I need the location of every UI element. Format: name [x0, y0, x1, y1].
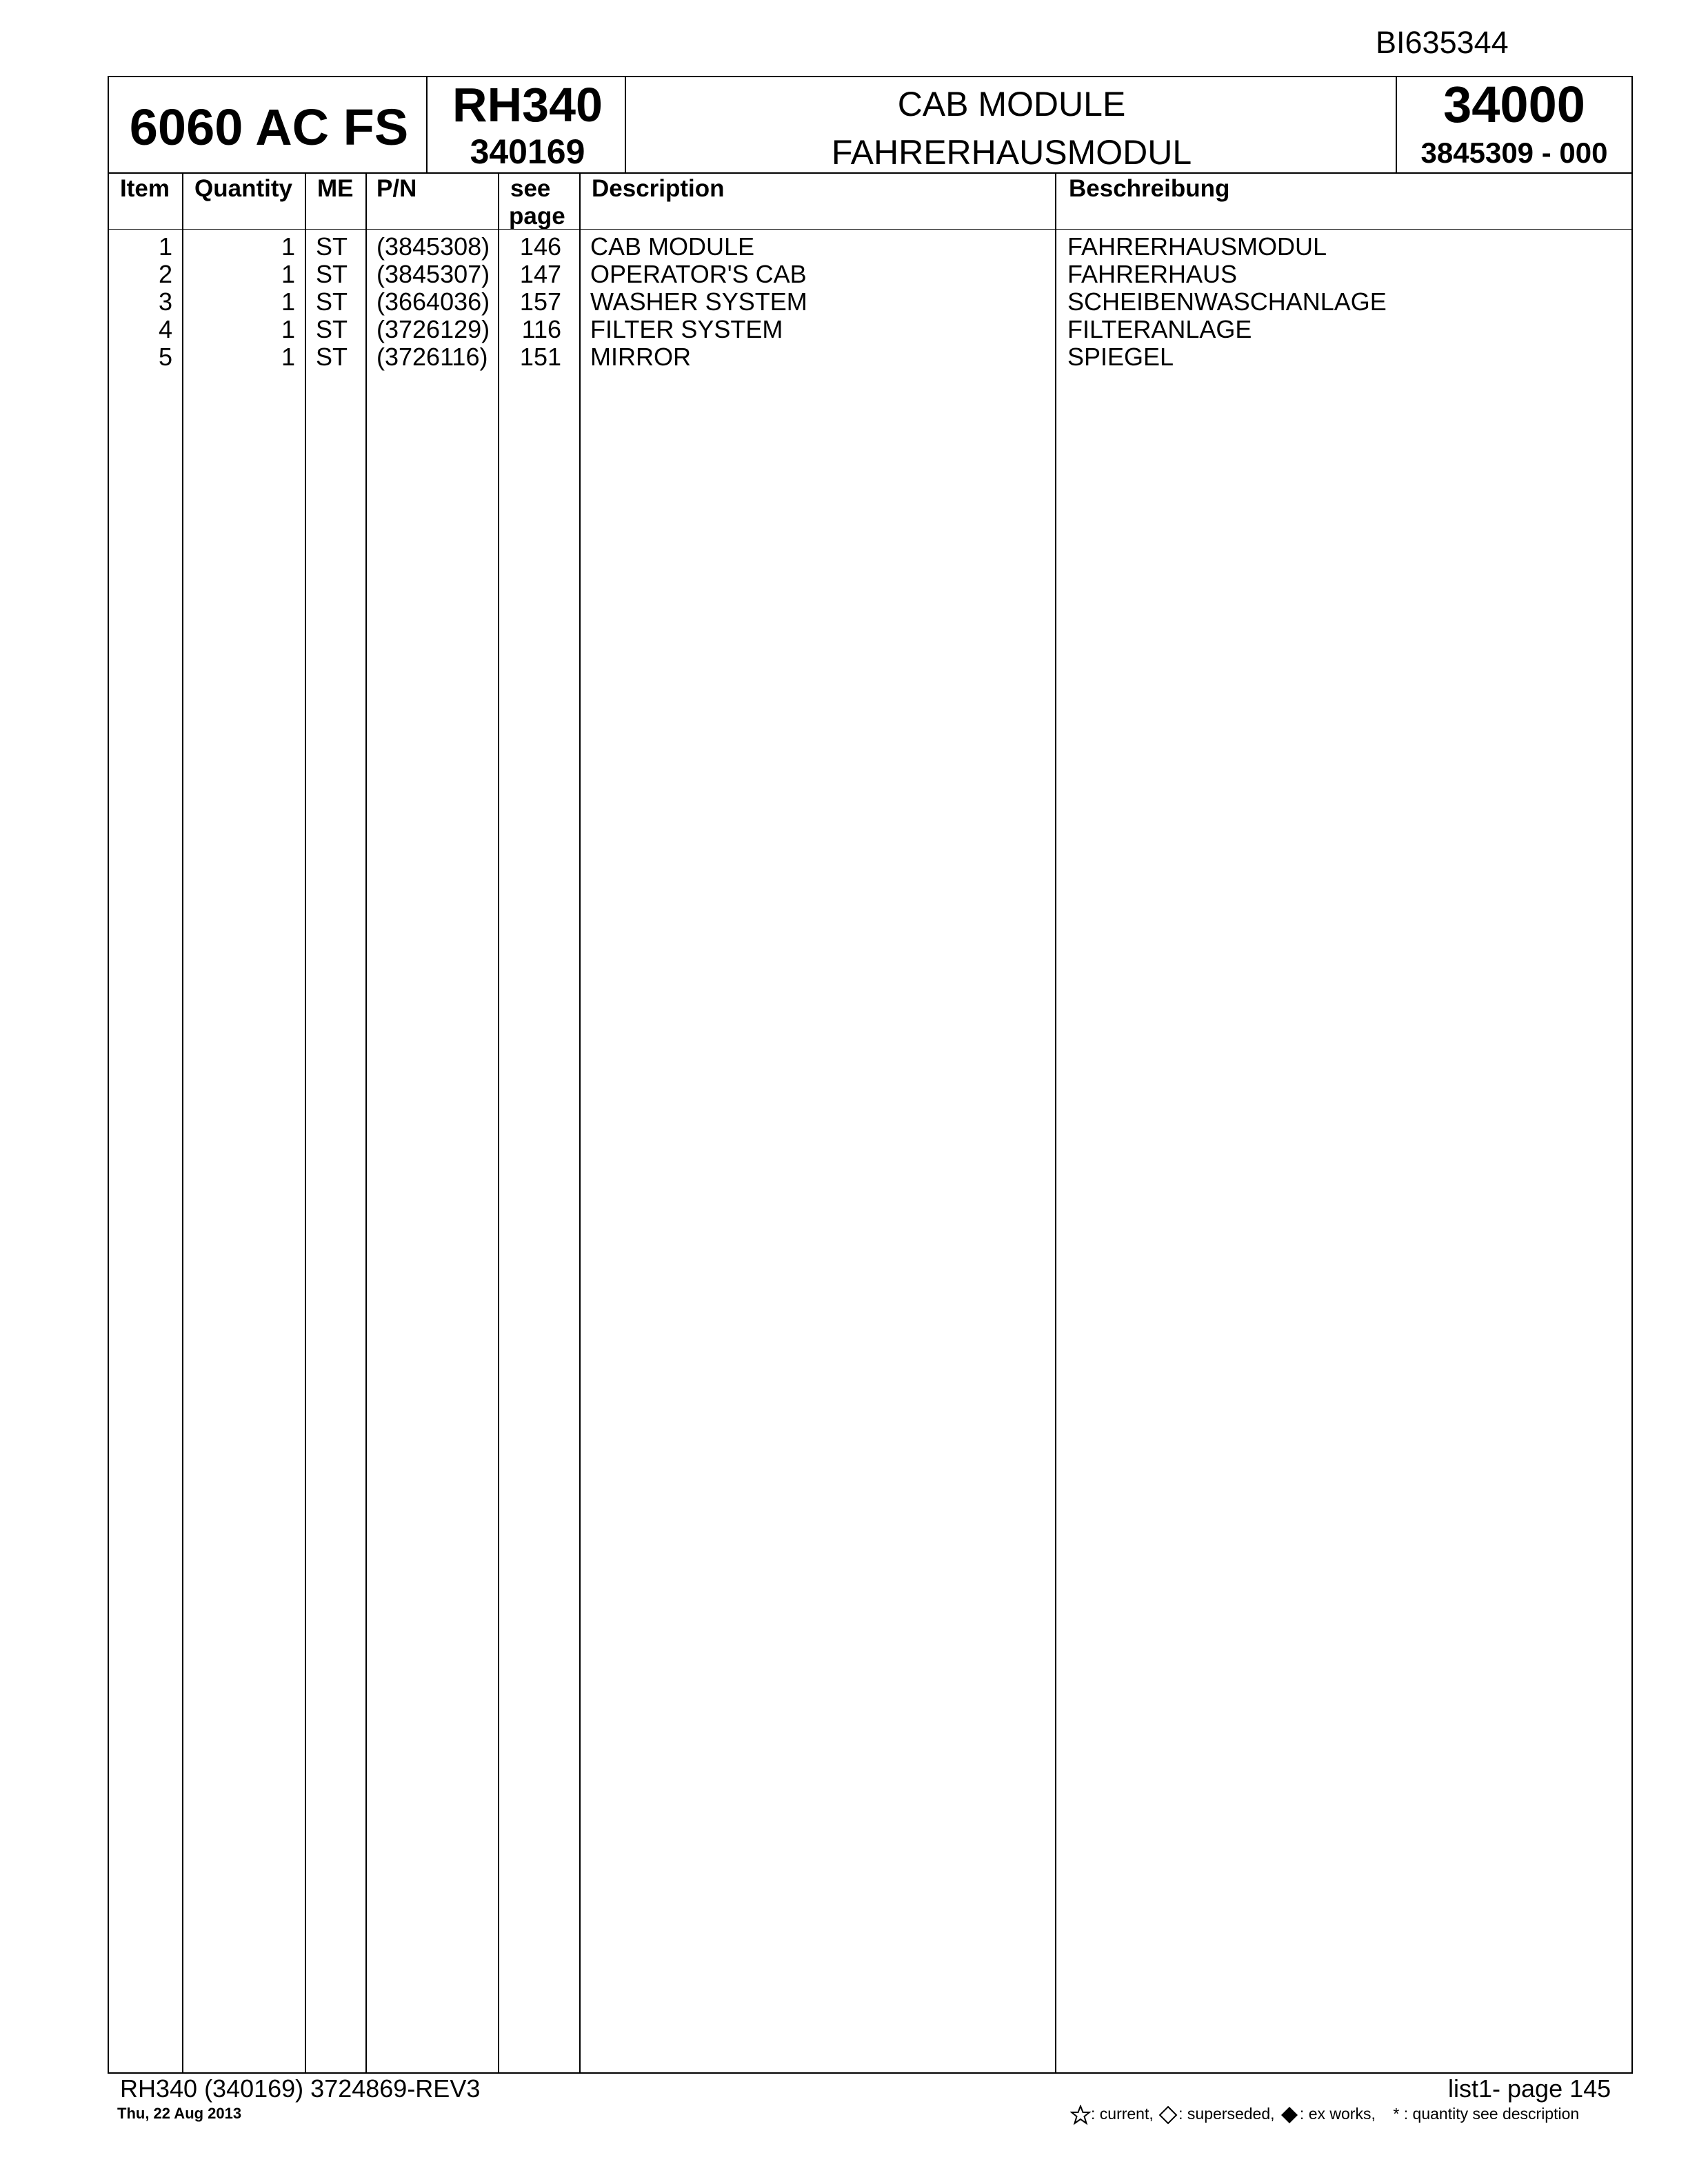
row-see-page: 147: [519, 260, 561, 288]
row-me: ST: [316, 315, 348, 343]
row-description: WASHER SYSTEM: [590, 287, 807, 316]
row-beschreibung: SPIEGEL: [1067, 343, 1174, 371]
column-header-see-page-2: page: [509, 203, 565, 230]
document-id: BI635344: [1376, 25, 1509, 60]
column-header-beschreibung: Beschreibung: [1069, 175, 1230, 202]
footer-legend: [1070, 2103, 1579, 2125]
title-english: CAB MODULE: [897, 85, 1126, 123]
row-beschreibung: FAHRERHAUS: [1067, 260, 1238, 288]
row-quantity: 1: [281, 260, 295, 288]
row-quantity: 1: [281, 315, 295, 343]
row-me: ST: [316, 287, 348, 316]
row-beschreibung: FAHRERHAUSMODUL: [1067, 232, 1327, 261]
legend-current: : current,: [1091, 2105, 1154, 2123]
column-header-me: ME: [317, 175, 354, 202]
row-me: ST: [316, 232, 348, 261]
group-subnumber: 3845309 - 000: [1420, 136, 1608, 169]
row-beschreibung: SCHEIBENWASCHANLAGE: [1067, 287, 1387, 316]
row-me: ST: [316, 260, 348, 288]
row-description: FILTER SYSTEM: [590, 315, 783, 343]
column-header-quantity: Quantity: [194, 175, 292, 202]
row-see-page: 116: [521, 315, 561, 343]
row-quantity: 1: [281, 343, 295, 371]
row-see-page: 157: [519, 287, 561, 316]
row-see-page: 146: [519, 232, 561, 261]
row-item: 1: [158, 232, 172, 261]
machine-type: RH340: [452, 78, 603, 132]
legend-quantity: * : quantity see description: [1393, 2105, 1580, 2123]
footer-page-number: list1- page 145: [1448, 2074, 1611, 2103]
column-header-see-page: see: [510, 175, 551, 202]
row-description: MIRROR: [590, 343, 691, 371]
star-outline-icon: [1070, 2105, 1091, 2123]
row-beschreibung: FILTERANLAGE: [1067, 315, 1252, 343]
machine-number: 340169: [470, 132, 585, 171]
footer-date: Thu, 22 Aug 2013: [117, 2105, 242, 2122]
legend-exworks: : ex works,: [1299, 2105, 1376, 2123]
row-pn: (3664036): [376, 287, 490, 316]
column-header-description: Description: [592, 175, 725, 202]
diamond-filled-icon: [1279, 2105, 1300, 2123]
row-item: 3: [158, 287, 172, 316]
row-description: CAB MODULE: [590, 232, 755, 261]
row-item: 4: [158, 315, 172, 343]
row-see-page: 151: [519, 343, 561, 371]
footer-reference: RH340 (340169) 3724869-REV3: [120, 2074, 481, 2103]
diamond-outline-icon: [1158, 2105, 1178, 2123]
row-quantity: 1: [281, 232, 295, 261]
row-me: ST: [316, 343, 348, 371]
column-header-item: Item: [120, 175, 170, 202]
row-quantity: 1: [281, 287, 295, 316]
title-german: FAHRERHAUSMODUL: [831, 133, 1192, 172]
row-description: OPERATOR'S CAB: [590, 260, 807, 288]
row-pn: (3726116): [376, 343, 488, 371]
legend-superseded: : superseded,: [1178, 2105, 1275, 2123]
column-header-pn: P/N: [376, 175, 417, 202]
model-name: 6060 AC FS: [129, 99, 409, 156]
row-pn: (3726129): [376, 315, 490, 343]
row-item: 5: [158, 343, 172, 371]
group-number: 34000: [1443, 76, 1585, 133]
row-item: 2: [158, 260, 172, 288]
row-pn: (3845308): [376, 232, 490, 261]
row-pn: (3845307): [376, 260, 490, 288]
